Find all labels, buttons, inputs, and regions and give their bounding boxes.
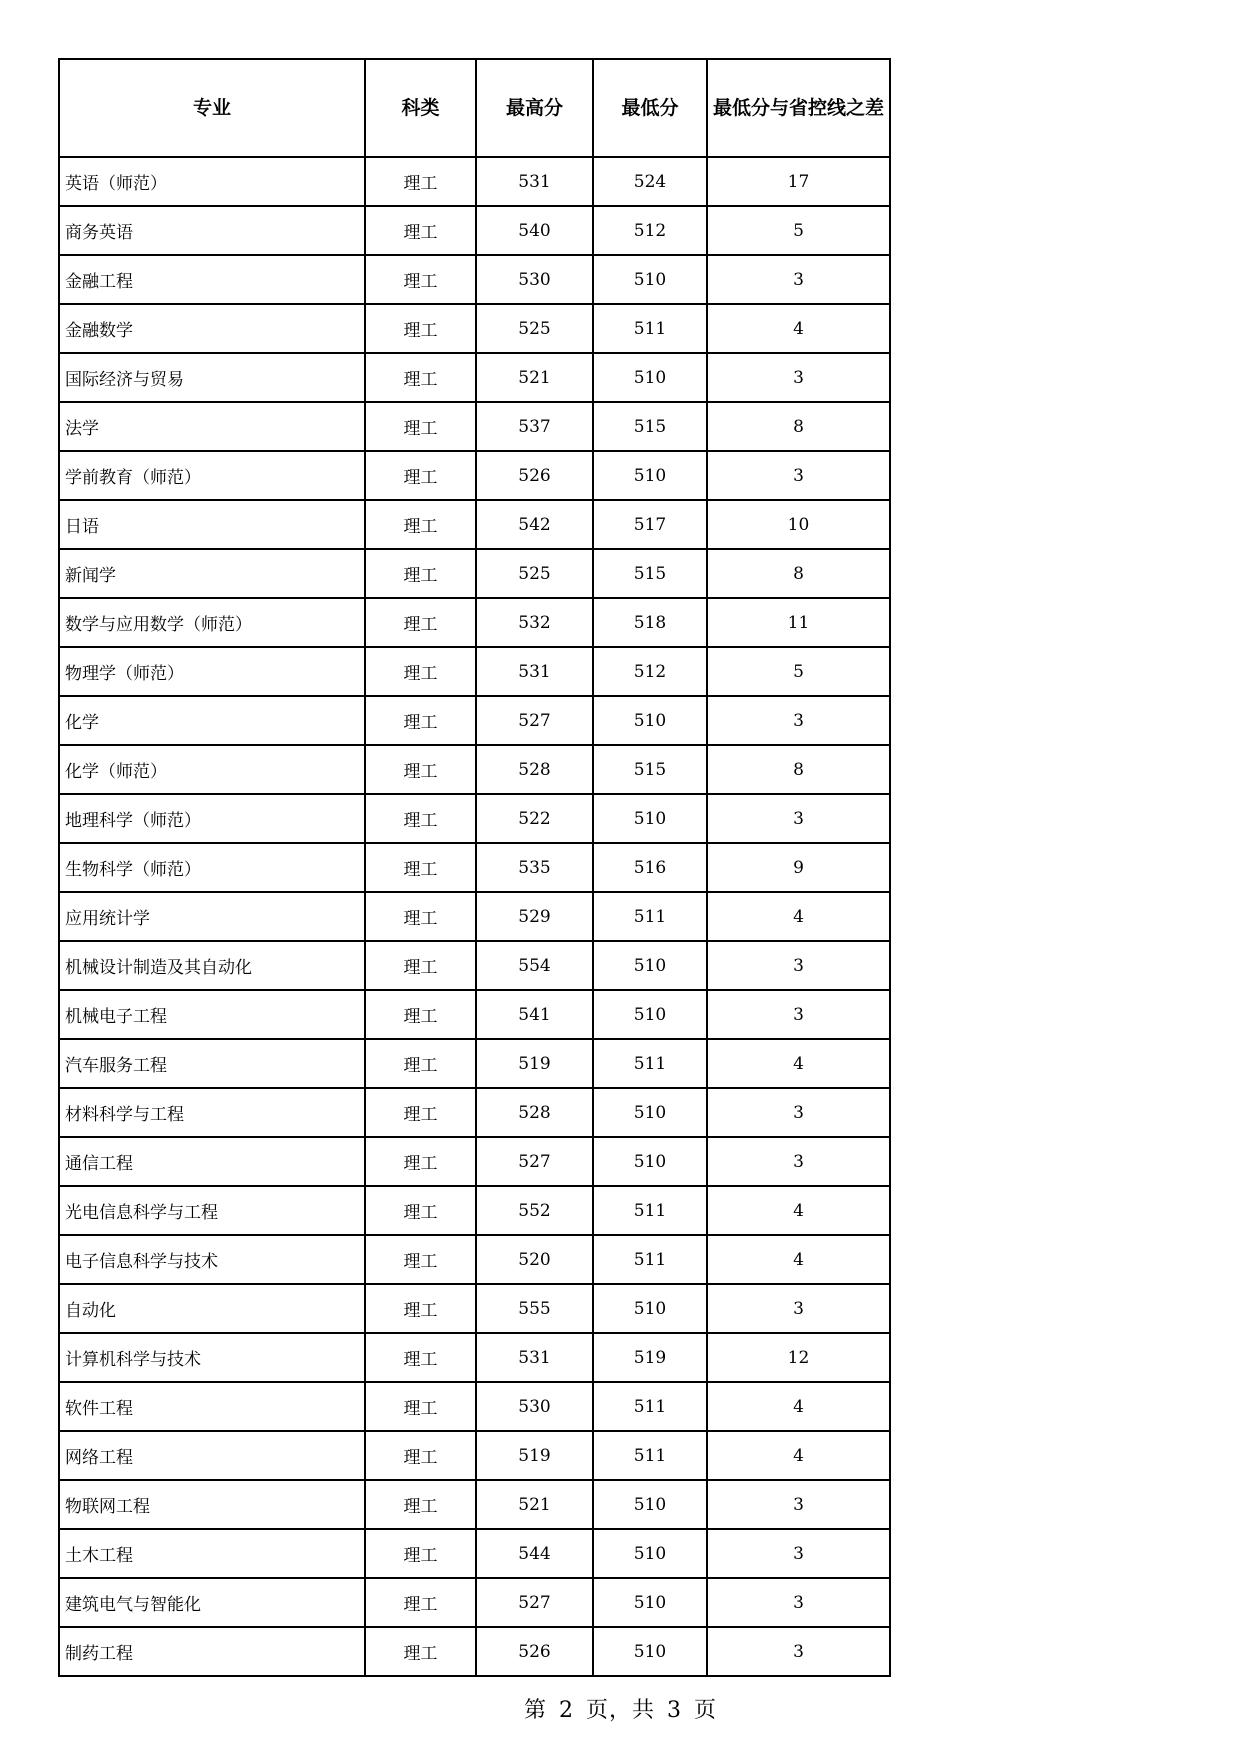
cell-diff: 3 — [707, 1627, 890, 1676]
cell-category: 理工 — [365, 696, 476, 745]
cell-major: 国际经济与贸易 — [59, 353, 365, 402]
cell-max-score: 541 — [476, 990, 593, 1039]
cell-max-score: 527 — [476, 1137, 593, 1186]
cell-major: 生物科学（师范） — [59, 843, 365, 892]
cell-major: 数学与应用数学（师范） — [59, 598, 365, 647]
cell-min-score: 510 — [593, 1284, 707, 1333]
cell-diff: 3 — [707, 1088, 890, 1137]
cell-min-score: 511 — [593, 1235, 707, 1284]
table-row — [59, 1235, 890, 1284]
cell-min-score: 518 — [593, 598, 707, 647]
cell-major: 通信工程 — [59, 1137, 365, 1186]
cell-min-score: 510 — [593, 451, 707, 500]
cell-min-score: 510 — [593, 1137, 707, 1186]
cell-diff: 4 — [707, 304, 890, 353]
table-row — [59, 990, 890, 1039]
cell-min-score: 510 — [593, 1480, 707, 1529]
cell-category: 理工 — [365, 990, 476, 1039]
cell-diff: 5 — [707, 206, 890, 255]
cell-category: 理工 — [365, 1627, 476, 1676]
table-row — [59, 500, 890, 549]
cell-diff: 3 — [707, 255, 890, 304]
cell-category: 理工 — [365, 843, 476, 892]
cell-major: 应用统计学 — [59, 892, 365, 941]
cell-category: 理工 — [365, 1235, 476, 1284]
cell-diff: 3 — [707, 1578, 890, 1627]
cell-diff: 8 — [707, 402, 890, 451]
admission-score-table — [58, 58, 891, 1677]
cell-diff: 4 — [707, 1382, 890, 1431]
cell-major: 软件工程 — [59, 1382, 365, 1431]
cell-diff: 4 — [707, 1235, 890, 1284]
cell-major: 机械电子工程 — [59, 990, 365, 1039]
cell-max-score: 552 — [476, 1186, 593, 1235]
cell-diff: 3 — [707, 353, 890, 402]
cell-category: 理工 — [365, 1382, 476, 1431]
cell-min-score: 524 — [593, 157, 707, 206]
cell-category: 理工 — [365, 1088, 476, 1137]
cell-major: 商务英语 — [59, 206, 365, 255]
cell-major: 汽车服务工程 — [59, 1039, 365, 1088]
cell-diff: 10 — [707, 500, 890, 549]
cell-major: 新闻学 — [59, 549, 365, 598]
table-row — [59, 1186, 890, 1235]
cell-min-score: 511 — [593, 1186, 707, 1235]
cell-max-score: 520 — [476, 1235, 593, 1284]
cell-category: 理工 — [365, 1480, 476, 1529]
table-row — [59, 1431, 890, 1480]
table-row — [59, 1578, 890, 1627]
cell-max-score: 526 — [476, 1627, 593, 1676]
cell-diff: 5 — [707, 647, 890, 696]
cell-max-score: 531 — [476, 647, 593, 696]
cell-major: 光电信息科学与工程 — [59, 1186, 365, 1235]
cell-category: 理工 — [365, 304, 476, 353]
cell-category: 理工 — [365, 1529, 476, 1578]
cell-major: 网络工程 — [59, 1431, 365, 1480]
table-row — [59, 1529, 890, 1578]
cell-max-score: 542 — [476, 500, 593, 549]
cell-min-score: 510 — [593, 990, 707, 1039]
table-row — [59, 206, 890, 255]
cell-major: 制药工程 — [59, 1627, 365, 1676]
cell-category: 理工 — [365, 206, 476, 255]
cell-diff: 17 — [707, 157, 890, 206]
cell-min-score: 511 — [593, 1431, 707, 1480]
cell-max-score: 519 — [476, 1039, 593, 1088]
cell-min-score: 510 — [593, 1529, 707, 1578]
cell-min-score: 510 — [593, 794, 707, 843]
cell-min-score: 517 — [593, 500, 707, 549]
cell-min-score: 515 — [593, 745, 707, 794]
cell-category: 理工 — [365, 549, 476, 598]
cell-max-score: 535 — [476, 843, 593, 892]
cell-diff: 4 — [707, 1039, 890, 1088]
cell-max-score: 532 — [476, 598, 593, 647]
table-row — [59, 598, 890, 647]
table-row — [59, 1284, 890, 1333]
cell-max-score: 530 — [476, 255, 593, 304]
cell-major: 法学 — [59, 402, 365, 451]
cell-min-score: 519 — [593, 1333, 707, 1382]
cell-major: 英语（师范） — [59, 157, 365, 206]
cell-min-score: 515 — [593, 549, 707, 598]
cell-max-score: 522 — [476, 794, 593, 843]
cell-diff: 4 — [707, 892, 890, 941]
cell-major: 日语 — [59, 500, 365, 549]
cell-category: 理工 — [365, 1284, 476, 1333]
header-diff: 最低分与省控线之差 — [707, 59, 890, 157]
table-row — [59, 304, 890, 353]
cell-max-score: 554 — [476, 941, 593, 990]
table-row — [59, 451, 890, 500]
cell-diff: 12 — [707, 1333, 890, 1382]
cell-min-score: 510 — [593, 255, 707, 304]
cell-max-score: 521 — [476, 353, 593, 402]
cell-major: 电子信息科学与技术 — [59, 1235, 365, 1284]
cell-diff: 3 — [707, 451, 890, 500]
cell-min-score: 515 — [593, 402, 707, 451]
table-row — [59, 1333, 890, 1382]
table-row — [59, 647, 890, 696]
cell-min-score: 512 — [593, 647, 707, 696]
cell-major: 地理科学（师范） — [59, 794, 365, 843]
cell-major: 土木工程 — [59, 1529, 365, 1578]
cell-major: 学前教育（师范） — [59, 451, 365, 500]
cell-diff: 3 — [707, 696, 890, 745]
cell-max-score: 525 — [476, 304, 593, 353]
cell-min-score: 510 — [593, 353, 707, 402]
table-row — [59, 157, 890, 206]
cell-category: 理工 — [365, 1137, 476, 1186]
header-min-score: 最低分 — [593, 59, 707, 157]
cell-diff: 11 — [707, 598, 890, 647]
cell-min-score: 511 — [593, 304, 707, 353]
cell-diff: 9 — [707, 843, 890, 892]
cell-max-score: 540 — [476, 206, 593, 255]
cell-min-score: 510 — [593, 1627, 707, 1676]
cell-major: 物联网工程 — [59, 1480, 365, 1529]
cell-category: 理工 — [365, 1578, 476, 1627]
cell-min-score: 512 — [593, 206, 707, 255]
cell-diff: 8 — [707, 549, 890, 598]
cell-max-score: 525 — [476, 549, 593, 598]
cell-major: 机械设计制造及其自动化 — [59, 941, 365, 990]
page-number: 第 2 页，共 3 页 — [524, 1698, 717, 1723]
cell-max-score: 555 — [476, 1284, 593, 1333]
cell-major: 计算机科学与技术 — [59, 1333, 365, 1382]
header-max-score: 最高分 — [476, 59, 593, 157]
table-row — [59, 794, 890, 843]
cell-category: 理工 — [365, 451, 476, 500]
cell-major: 物理学（师范） — [59, 647, 365, 696]
cell-min-score: 510 — [593, 941, 707, 990]
table-row — [59, 843, 890, 892]
table-row — [59, 1382, 890, 1431]
cell-max-score: 526 — [476, 451, 593, 500]
header-category: 科类 — [365, 59, 476, 157]
cell-diff: 3 — [707, 1480, 890, 1529]
cell-max-score: 521 — [476, 1480, 593, 1529]
cell-max-score: 544 — [476, 1529, 593, 1578]
cell-category: 理工 — [365, 500, 476, 549]
cell-min-score: 510 — [593, 1578, 707, 1627]
cell-major: 金融数学 — [59, 304, 365, 353]
table-row — [59, 1088, 890, 1137]
table-row — [59, 549, 890, 598]
cell-major: 金融工程 — [59, 255, 365, 304]
cell-min-score: 510 — [593, 696, 707, 745]
cell-diff: 8 — [707, 745, 890, 794]
cell-diff: 3 — [707, 941, 890, 990]
cell-category: 理工 — [365, 598, 476, 647]
cell-max-score: 531 — [476, 1333, 593, 1382]
cell-max-score: 527 — [476, 1578, 593, 1627]
cell-max-score: 528 — [476, 1088, 593, 1137]
table-row — [59, 1627, 890, 1676]
table-row — [59, 353, 890, 402]
table-header-row — [59, 59, 890, 157]
cell-category: 理工 — [365, 647, 476, 696]
cell-diff: 4 — [707, 1186, 890, 1235]
cell-category: 理工 — [365, 745, 476, 794]
cell-diff: 3 — [707, 1529, 890, 1578]
cell-category: 理工 — [365, 402, 476, 451]
cell-category: 理工 — [365, 794, 476, 843]
cell-major: 自动化 — [59, 1284, 365, 1333]
cell-max-score: 531 — [476, 157, 593, 206]
cell-min-score: 511 — [593, 1382, 707, 1431]
cell-category: 理工 — [365, 1039, 476, 1088]
header-major: 专业 — [59, 59, 365, 157]
cell-max-score: 528 — [476, 745, 593, 794]
cell-diff: 4 — [707, 1431, 890, 1480]
cell-category: 理工 — [365, 255, 476, 304]
cell-max-score: 530 — [476, 1382, 593, 1431]
table-row — [59, 1137, 890, 1186]
cell-category: 理工 — [365, 1333, 476, 1382]
cell-diff: 3 — [707, 990, 890, 1039]
cell-category: 理工 — [365, 1431, 476, 1480]
cell-major: 建筑电气与智能化 — [59, 1578, 365, 1627]
cell-min-score: 511 — [593, 1039, 707, 1088]
table-row — [59, 745, 890, 794]
table-row — [59, 402, 890, 451]
cell-category: 理工 — [365, 1186, 476, 1235]
cell-min-score: 510 — [593, 1088, 707, 1137]
cell-min-score: 511 — [593, 892, 707, 941]
cell-max-score: 519 — [476, 1431, 593, 1480]
cell-max-score: 529 — [476, 892, 593, 941]
cell-min-score: 516 — [593, 843, 707, 892]
cell-diff: 3 — [707, 1137, 890, 1186]
cell-category: 理工 — [365, 353, 476, 402]
cell-major: 化学（师范） — [59, 745, 365, 794]
cell-max-score: 527 — [476, 696, 593, 745]
table-row — [59, 941, 890, 990]
cell-category: 理工 — [365, 892, 476, 941]
cell-diff: 3 — [707, 794, 890, 843]
cell-major: 材料科学与工程 — [59, 1088, 365, 1137]
table-row — [59, 1039, 890, 1088]
table-row — [59, 1480, 890, 1529]
cell-max-score: 537 — [476, 402, 593, 451]
cell-category: 理工 — [365, 157, 476, 206]
cell-major: 化学 — [59, 696, 365, 745]
table-row — [59, 696, 890, 745]
table-row — [59, 892, 890, 941]
table-row — [59, 255, 890, 304]
cell-diff: 3 — [707, 1284, 890, 1333]
cell-category: 理工 — [365, 941, 476, 990]
